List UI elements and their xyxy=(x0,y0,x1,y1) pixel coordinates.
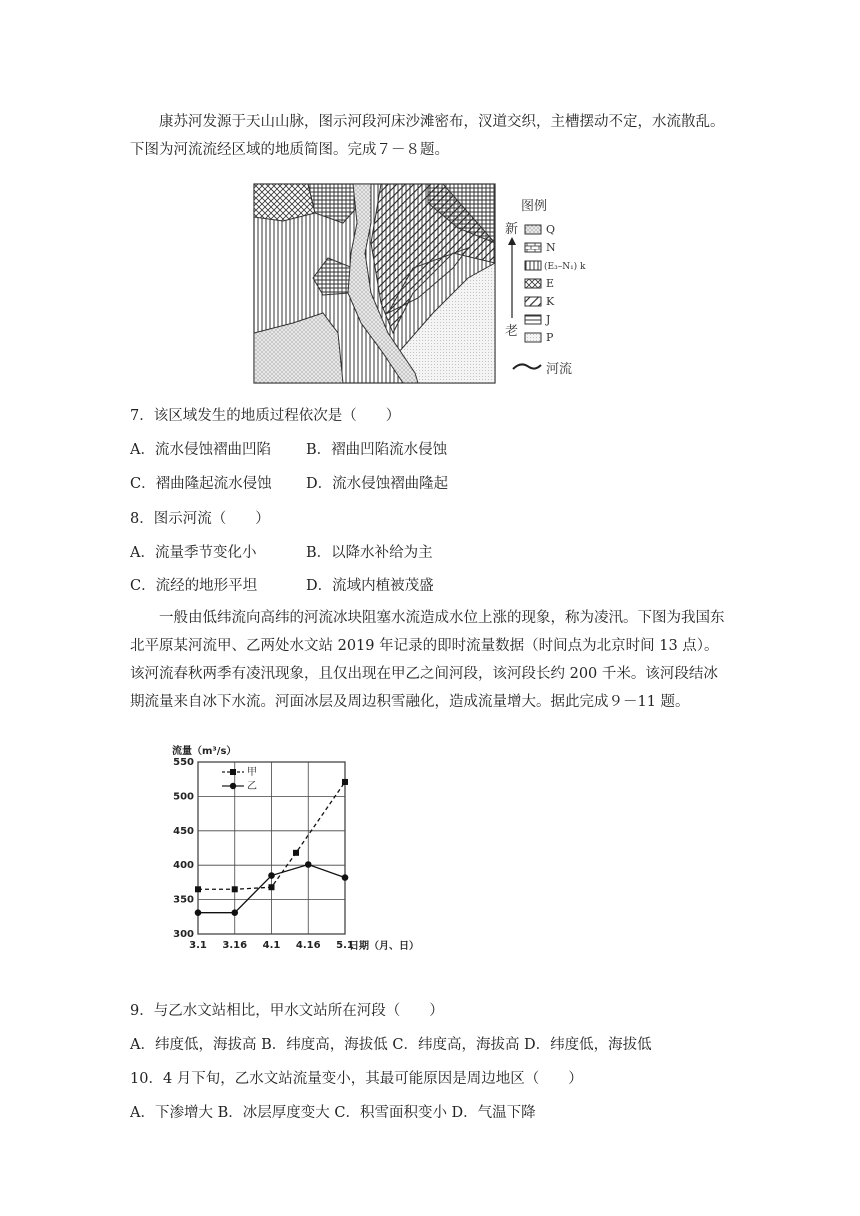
chart-ticks xyxy=(173,757,354,951)
question-8-options-row-1 xyxy=(130,541,433,562)
map-frame xyxy=(254,184,495,383)
y-tick-label: 550 xyxy=(173,757,194,768)
q8-option-d[interactable]: D．流域内植被茂盛 xyxy=(306,578,434,594)
y-tick-label: 450 xyxy=(173,825,194,837)
q7-option-c[interactable]: C．褶曲隆起流水侵蚀 xyxy=(130,476,272,492)
q8-option-c[interactable]: C．流经的地形平坦 xyxy=(130,578,258,594)
question-8-options-row-2 xyxy=(130,574,434,595)
question-10-stem: 10．4 月下旬，乙水文站流量变小，其最可能原因是周边地区（ ） xyxy=(130,1071,583,1087)
river-legend-icon xyxy=(513,364,541,369)
legend-label-n: N xyxy=(546,241,556,254)
flow-chart xyxy=(160,744,460,954)
point-jia xyxy=(293,850,299,856)
point-yi xyxy=(231,909,238,916)
point-yi xyxy=(305,861,312,868)
legend-label-river: 河流 xyxy=(546,362,573,377)
question-7-options-row-1 xyxy=(130,438,447,459)
map-legend xyxy=(505,199,586,377)
legend-label-jia: 甲 xyxy=(247,767,257,778)
legend-label-ek: (E₃–N₁) k xyxy=(544,262,586,272)
x-tick-label: 3.1 xyxy=(189,940,207,951)
legend-label-j: J xyxy=(546,313,551,326)
y-tick-label: 500 xyxy=(173,791,194,803)
chart-ylabel: 流量（m³/s） xyxy=(172,746,237,757)
point-yi xyxy=(195,909,202,916)
point-jia xyxy=(232,886,238,892)
legend-swatch-q xyxy=(525,225,541,234)
legend-label-k: K xyxy=(546,295,555,308)
point-yi xyxy=(342,874,349,881)
legend-swatch-k xyxy=(525,297,541,306)
legend-label-e: E xyxy=(546,277,555,290)
intro-paragraph-1: 康苏河发源于天山山脉，图示河段河床沙滩密布，汊道交织，主槽摆动不定，水流散乱。下图为河流流经区域的地质简图。完成７－８题。 xyxy=(130,114,725,158)
legend-new-label: 新 xyxy=(505,222,519,237)
q7-option-b[interactable]: B．褶曲凹陷流水侵蚀 xyxy=(306,442,448,458)
legend-title: 图例 xyxy=(521,199,548,214)
y-tick-label: 400 xyxy=(173,860,194,872)
q7-option-a[interactable]: A．流水侵蚀褶曲凹陷 xyxy=(130,442,271,458)
legend-old-label: 老 xyxy=(505,324,519,339)
arrow-head-icon xyxy=(508,237,516,245)
legend-marker-yi xyxy=(230,783,236,789)
point-jia xyxy=(269,884,275,890)
chart-xlabel: 日期（月、日） xyxy=(349,941,419,952)
intro-paragraph-2: 一般由低纬流向高纬的河流冰块阻塞水流造成水位上涨的现象，称为凌汛。下图为我国东北平原某河流甲、乙两处水文站 2019 年记录的即时流量数据（时间点为北京时间 13 点）。该河流春秋两季有凌汛现象，且仅出现在甲乙之间河段，该河段长约 200 千米。该河段结冰期流量来自冰下水流。河面冰层及周边积雪融化，造成流量增大。据此完成９－11 题。 xyxy=(130,610,725,710)
question-9-stem: 9．与乙水文站相比，甲水文站所在河段（ ） xyxy=(130,1003,444,1019)
point-jia xyxy=(195,886,201,892)
legend-swatch-n xyxy=(525,243,541,252)
x-tick-label: 5.1 xyxy=(336,940,354,951)
point-jia xyxy=(342,779,348,785)
q8-option-a[interactable]: A．流量季节变化小 xyxy=(130,545,257,561)
chart-grid xyxy=(198,762,345,934)
q7-option-d[interactable]: D．流水侵蚀褶曲隆起 xyxy=(306,476,449,492)
legend-swatch-e xyxy=(525,279,541,288)
legend-label-p: P xyxy=(546,331,554,344)
legend-marker-jia xyxy=(230,769,236,775)
legend-swatch-ek xyxy=(525,261,541,270)
point-yi xyxy=(268,872,275,879)
legend-label-q: Q xyxy=(546,223,556,236)
x-tick-label: 4.1 xyxy=(262,940,281,951)
legend-swatch-j xyxy=(525,315,541,324)
q8-option-b[interactable]: B．以降水补给为主 xyxy=(306,545,433,561)
question-9-options[interactable]: A．纬度低，海拔高 B．纬度高，海拔低 C．纬度高，海拔高 D．纬度低，海拔低 xyxy=(130,1037,652,1053)
question-7-stem: 7．该区域发生的地质过程依次是（ ） xyxy=(130,408,401,424)
legend-swatch-p xyxy=(525,333,541,342)
question-8-stem: 8．图示河流（ ） xyxy=(130,511,270,527)
geology-map xyxy=(253,183,598,385)
y-tick-label: 300 xyxy=(173,929,194,940)
question-10-options[interactable]: A．下渗增大 B．冰层厚度变大 C．积雪面积变小 D．气温下降 xyxy=(130,1105,536,1121)
y-tick-label: 350 xyxy=(173,894,194,906)
question-7-options-row-2 xyxy=(130,472,448,493)
chart-legend xyxy=(222,766,257,792)
legend-label-yi: 乙 xyxy=(247,781,257,792)
x-tick-label: 4.16 xyxy=(295,940,321,951)
x-tick-label: 3.16 xyxy=(222,940,248,951)
